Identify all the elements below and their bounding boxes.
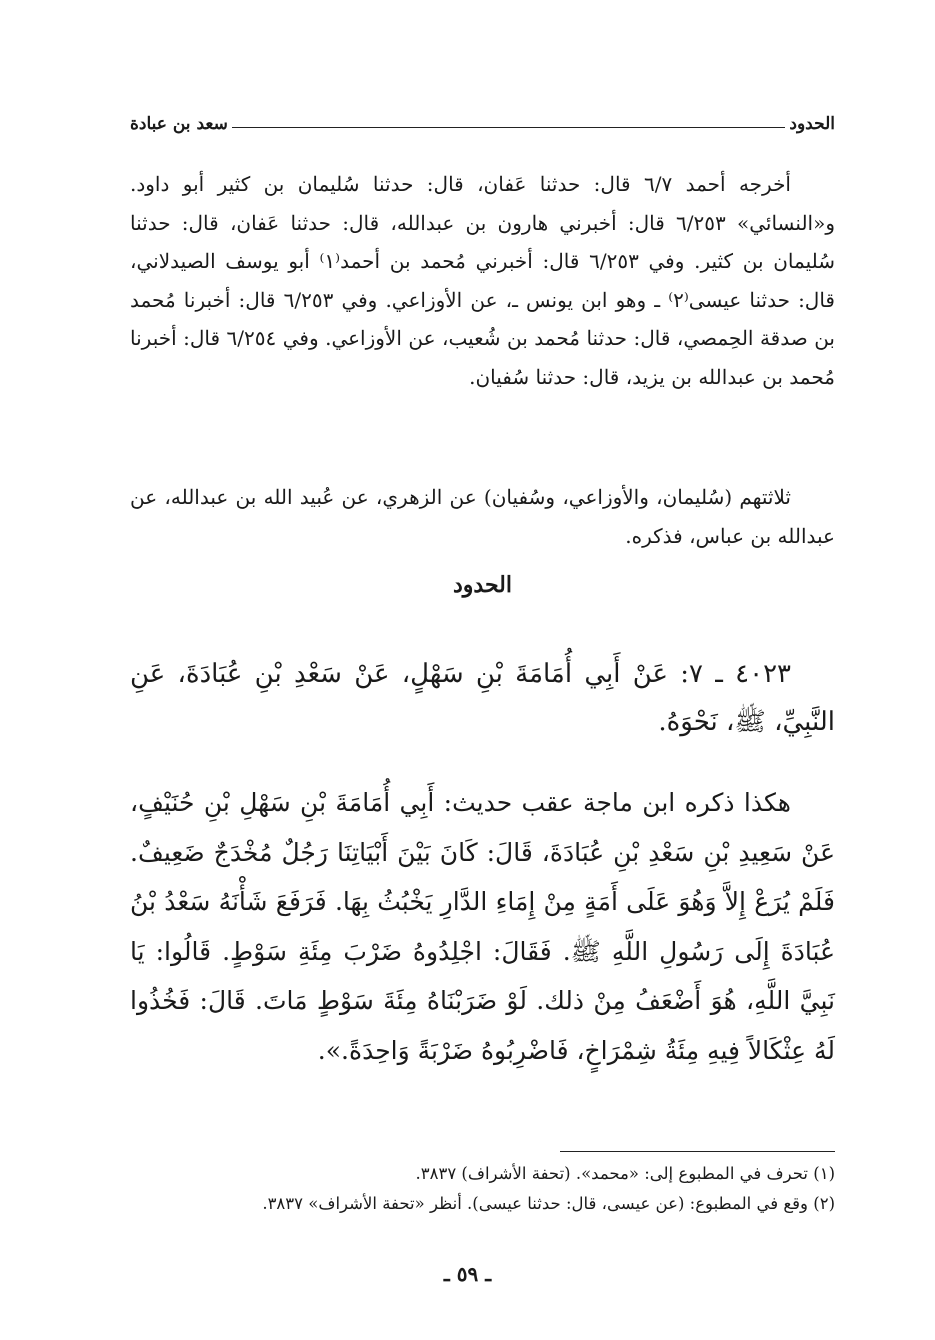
takhrij-text: أخرجه أحمد ٦/٧ قال: حدثنا عَفان، قال: حدثنا سُليمان بن كثير أبو داود. و«النسائي» ٦/٢٥٣ قال: أخبرني هارون بن عبدالله، قال: حدثنا عَفان، قال: حدثنا سُليمان بن كثير. وفي ٦/٢٥٣ قال: أخبرني مُحمد بن أحمد⁽١⁾ أبو يوسف الصيدلاني، قال: حدثنا عيسى⁽٢⁾ ـ وهو ابن يونس ـ، عن الأوزاعي. وفي ٦/٢٥٣ قال: أخبرنا مُحمد بن صدقة الحِمصي، قال: حدثنا مُحمد بن شُعيب، عن الأوزاعي. وفي ٦/٢٥٤ قال: أخبرنا مُحمد بن عبدالله بن يزيد، قال: حدثنا سُفيان.: [130, 172, 835, 389]
header-chapter-title: الحدود: [789, 114, 835, 134]
commentary-text: هكذا ذكره ابن ماجة عقب حديث: أَبِي أُمَامَةَ بْنِ سَهْلِ بْنِ حُنَيْفٍ، عَنْ سَعِيدِ بْنِ سَعْدِ بْنِ عُبَادَةَ، قَالَ: كَانَ بَيْنَ أَبْيَاتِنَا رَجُلٌ مُخْدَجٌ ضَعِيفٌ. فَلَمْ يُرَعْ إِلاَّ وَهُوَ عَلَى أَمَةٍ مِنْ إِمَاءِ الدَّارِ يَخْبُثُ بِهَا. فَرَفَعَ شَأْنَهُ سَعْدُ بْنُ عُبَادَةَ إِلَى رَسُولِ اللَّهِ ﷺ. فَقَالَ: اجْلِدُوهُ ضَرْبَ مِئَةِ سَوْطٍ. قَالُوا: يَا نَبِيَّ اللَّهِ، هُوَ أَضْعَفُ مِنْ ذلك. لَوْ ضَرَبْنَاهُ مِئَةَ سَوْطٍ مَاتَ. قَالَ: فَخُذُوا لَهُ عِثْكَالاً فِيهِ مِئَةُ شِمْرَاخٍ، فَاضْرِبُوهُ ضَرْبَةً وَاحِدَةً.».: [130, 788, 835, 1065]
running-header: [130, 108, 835, 134]
hadith-text: ٤٠٢٣ ـ ٧: عَنْ أَبِي أُمَامَةَ بْنِ سَهْلٍ، عَنْ سَعْدِ بْنِ عُبَادَةَ، عَنِ النَّبِيِّ، ﷺ، نَحْوَهُ.: [130, 659, 835, 737]
commentary-paragraph: [130, 778, 835, 1075]
chain-summary-paragraph: [130, 478, 835, 555]
section-heading: الحدود: [453, 572, 512, 598]
takhrij-paragraph: [130, 165, 835, 396]
header-rule: [232, 127, 786, 128]
footnote-1: (١) تحرف في المطبوع إلى: «محمد». (تحفة الأشراف) ٣٨٣٧.: [415, 1164, 835, 1183]
footnote-separator: [560, 1151, 835, 1152]
hadith-entry: [130, 650, 835, 746]
footnotes: [130, 1159, 835, 1219]
footnote-2: (٢) وقع في المطبوع: (عن عيسى، قال: حدثنا عيسى). أنظر «تحفة الأشراف» ٣٨٣٧.: [262, 1194, 835, 1213]
page-number: ـ ٥٩ ـ: [443, 1262, 492, 1286]
chain-summary-text: ثلاثتهم (سُليمان، والأوزاعي، وسُفيان) عن الزهري، عن عُبيد الله بن عبدالله، عن عبدالله بن عباس، فذكره.: [130, 485, 835, 548]
header-companion-name: سعد بن عبادة: [130, 114, 228, 134]
